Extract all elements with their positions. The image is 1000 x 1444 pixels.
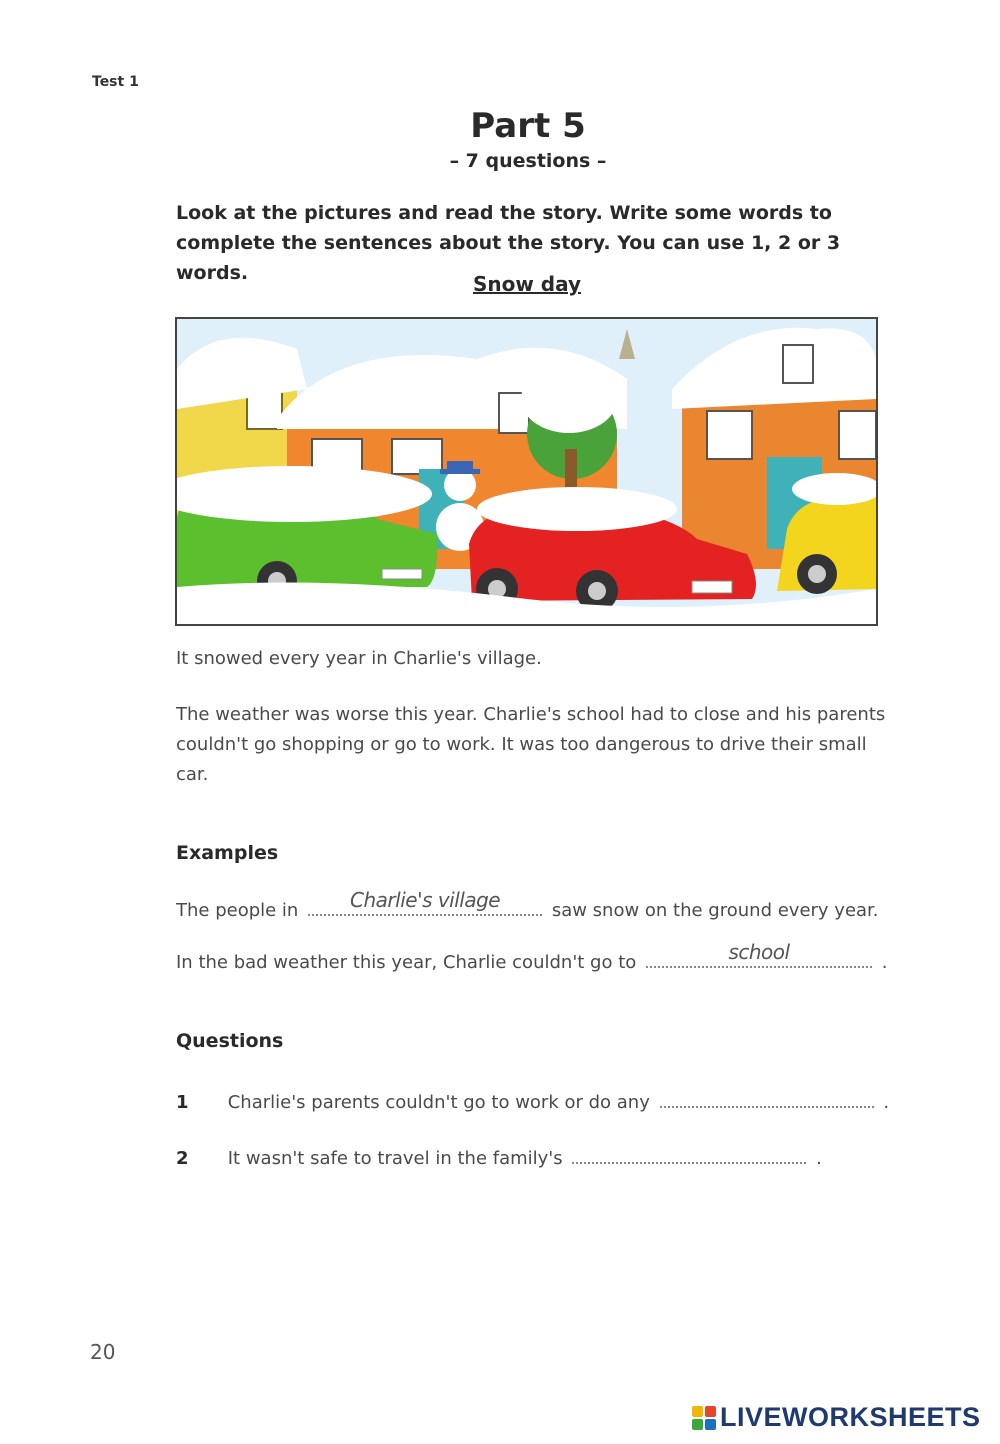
question-2-after: . [816,1148,822,1169]
question-2-text: It wasn't safe to travel in the family's [227,1148,563,1169]
example-sentence-1 [176,888,896,921]
question-2-answer-field[interactable] [572,1144,806,1164]
story-paragraph-2: The weather was worse this year. Charlie's school had to close and his parents couldn't go shopping or go to work. It was too dangerous to drive their small car. [176,704,886,785]
question-1-text: Charlie's parents couldn't go to work or do any [227,1092,650,1113]
snow-day-picture [175,317,878,626]
example-1-answer: Charlie's village [350,888,501,912]
snow-scene-illustration [177,319,876,624]
example-2-before: In the bad weather this year, Charlie couldn't go to [176,952,637,973]
example-sentence-2 [176,940,896,973]
brand-text: LIVEWORKSHEETS [720,1402,981,1432]
example-1-before: The people in [176,900,299,921]
instructions: Look at the pictures and read the story. Write some words to complete the sentences about the story. You can use 1, 2 or 3 words. [176,202,841,284]
example-2-after: . [881,952,888,973]
example-1-answer-field [308,888,542,916]
question-1-number: 1 [176,1092,189,1113]
story-paragraph-1: It snowed every year in Charlie's village. [176,648,542,669]
question-1 [176,1088,896,1113]
example-2-answer: school [728,940,790,964]
part-subtitle: – 7 questions – [449,150,607,172]
part-title: Part 5 [470,106,586,146]
example-2-answer-field [646,940,872,968]
question-2-number: 2 [176,1148,189,1169]
liveworksheets-logo-icon [692,1406,716,1430]
page-number: 20 [90,1340,116,1364]
question-2 [176,1144,896,1169]
question-1-after: . [883,1092,890,1113]
questions-heading: Questions [176,1030,284,1052]
examples-heading: Examples [176,842,279,864]
liveworksheets-brand [692,1402,981,1433]
example-1-after: saw snow on the ground every year. [551,900,879,921]
question-1-answer-field[interactable] [660,1088,874,1108]
test-label: Test 1 [92,74,139,90]
story-title: Snow day [472,272,582,296]
